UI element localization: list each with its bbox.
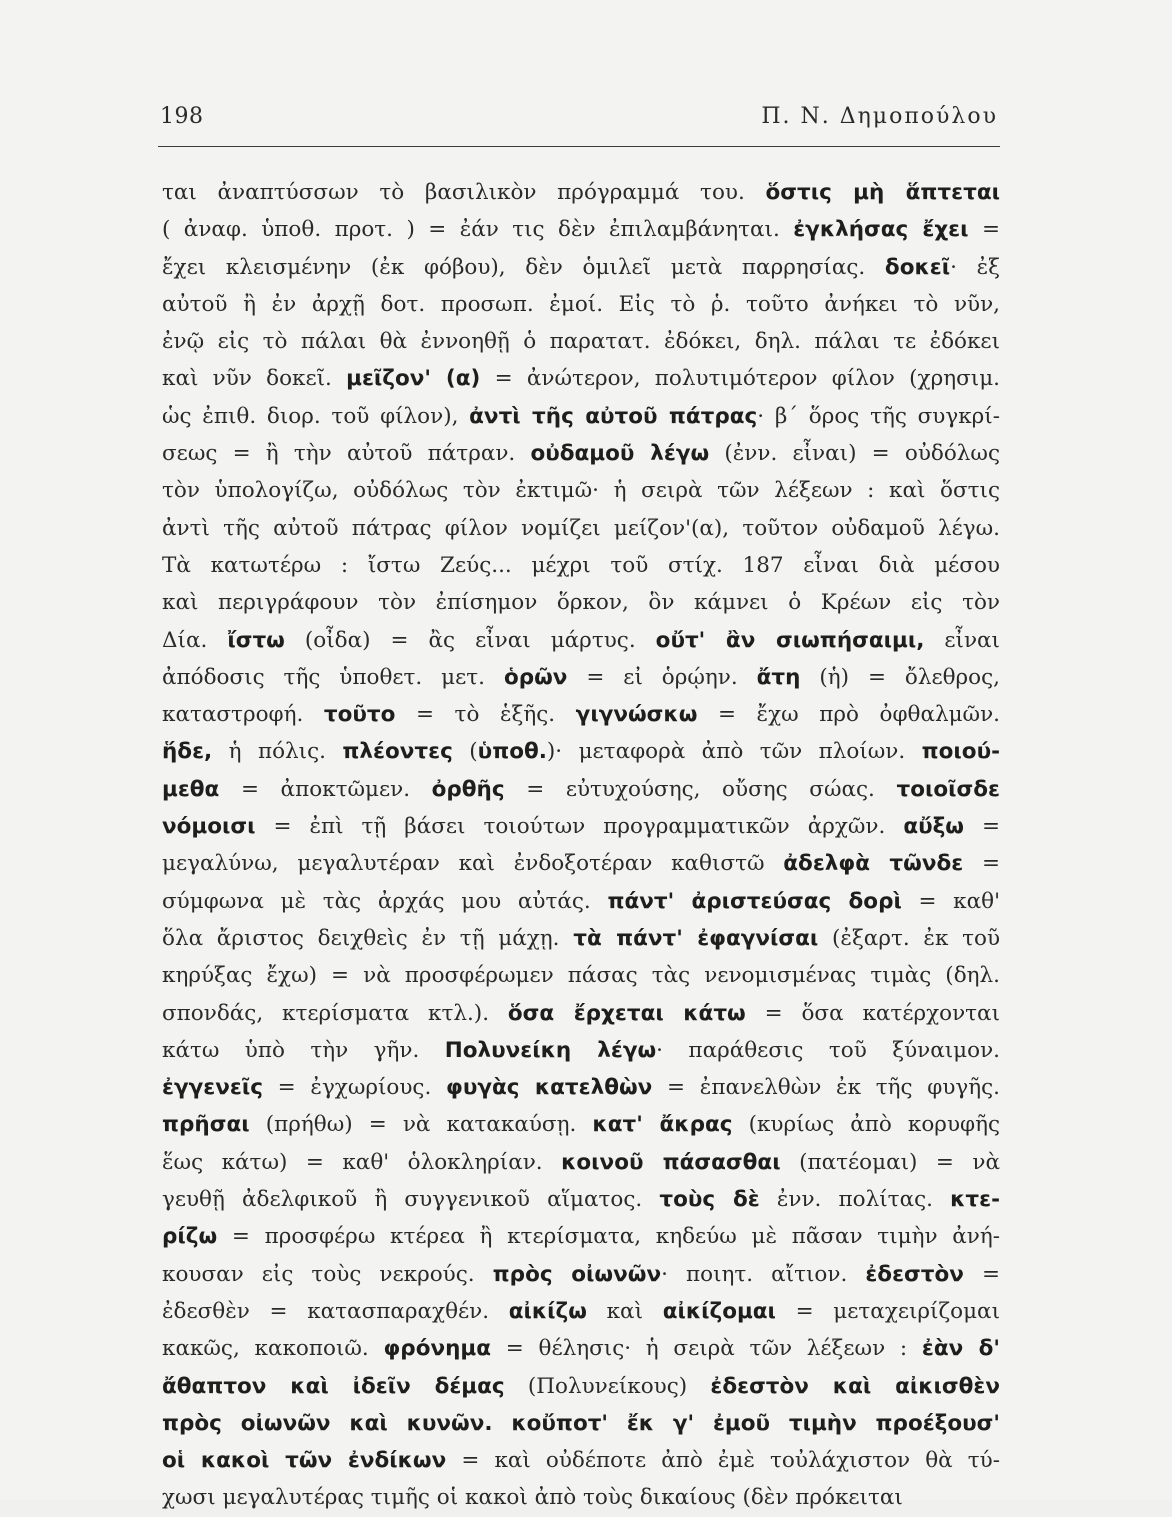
gloss-text: κηρύξας ἔχω) = νὰ προσφέρωμεν πάσας τὰς νενομισμένας τιμὰς (δηλ. <box>162 963 1000 989</box>
gloss-text: καὶ <box>586 1298 663 1324</box>
text-line <box>162 1368 1000 1405</box>
gloss-text: = ἔχω πρὸ ὀφθαλμῶν. <box>697 702 1000 728</box>
gloss-text: = εὐτυχούσης, οὔσης σώας. <box>504 776 897 802</box>
gloss-text: (Πολυνείκους) <box>504 1373 711 1399</box>
lemma-term: ἴστω <box>227 627 285 653</box>
page-number: 198 <box>160 104 204 129</box>
lemma-term: αὔξω <box>903 814 964 840</box>
header-rule <box>158 146 1000 147</box>
lemma-term: οἱ κακοὶ τῶν ἐνδίκων <box>162 1448 447 1474</box>
gloss-text: ἀπόδοσις τῆς ὑποθετ. μετ. <box>162 664 504 690</box>
gloss-text: καὶ περιγράφουν τὸν ἐπίσημον ὅρκον, ὃν κάμνει ὁ Κρέων εἰς τὸν <box>162 590 1000 616</box>
gloss-text: (ἐξαρτ. ἐκ τοῦ <box>818 925 1000 951</box>
lemma-term: μεῖζον' (α) <box>346 366 481 392</box>
gloss-text: κουσαν εἰς τοὺς νεκρούς. <box>162 1261 493 1287</box>
text-line <box>162 845 1000 882</box>
gloss-text: = ἐγχωρίους. <box>262 1075 447 1101</box>
lemma-term: ὁρῶν <box>503 664 568 690</box>
lemma-term: φυγὰς κατελθὼν <box>446 1075 653 1101</box>
gloss-text: = <box>963 1261 1000 1287</box>
gloss-text: (ἐνν. εἶναι) = οὐδόλως <box>709 441 1000 467</box>
gloss-text: = ἀποκτῶμεν. <box>219 776 432 802</box>
text-line <box>162 696 1000 733</box>
gloss-text: καὶ νῦν δοκεῖ. <box>162 366 347 392</box>
gloss-text: σπονδάς, κτερίσματα κτλ.). <box>162 1000 508 1026</box>
lemma-term: ποιού- <box>921 739 1000 765</box>
lemma-term: πρὸς οἰωνῶν <box>492 1261 662 1287</box>
lemma-term: ἐγγενεῖς <box>162 1075 263 1101</box>
text-line <box>162 1293 1000 1330</box>
lemma-term: κτε- <box>950 1187 1000 1213</box>
text-line <box>162 622 1000 659</box>
gloss-text: μεγαλύνω, μεγαλυτέραν καὶ ἐνδοξοτέραν καθιστῶ <box>162 851 784 877</box>
gloss-text: = ἐπανελθὼν ἐκ τῆς φυγῆς. <box>652 1075 1000 1101</box>
gloss-text: αὐτοῦ ἢ ἐν ἀρχῇ δοτ. προσωπ. ἐμοί. Εἰς τὸ ῥ. τοῦτο ἀνήκει τὸ νῦν, <box>162 291 1000 317</box>
gloss-text: ται ἀναπτύσσων τὸ βασιλικὸν πρόγραμμά του. <box>162 180 766 205</box>
lemma-term: ἐδεστὸν καὶ αἰκισθὲν <box>710 1373 1000 1399</box>
text-line <box>162 360 1000 397</box>
lemma-term: ἐδεστὸν <box>865 1261 964 1287</box>
gloss-text: ( <box>452 739 478 765</box>
lemma-term: τοιοῖσδε <box>896 776 1000 802</box>
lemma-term: ἐγκλήσας ἔχει <box>793 217 969 243</box>
text-line <box>162 1218 1000 1255</box>
gloss-text: = εἰ ὁρῴην. <box>567 664 757 690</box>
text-line <box>162 1405 1000 1442</box>
lemma-term: μεθα <box>162 776 220 802</box>
gloss-text: · ἐξ <box>950 254 1000 280</box>
gloss-text: ἐνν. πολίτας. <box>759 1187 951 1213</box>
lemma-term: τὰ πάντ' ἐφαγνίσαι <box>573 925 819 951</box>
gloss-text: καταστροφή. <box>162 702 324 728</box>
text-line <box>162 808 1000 845</box>
gloss-text: χωσι μεγαλυτέρας τιμῆς οἱ κακοὶ ἀπὸ τοὺς δικαίους (δὲν πρόκειται <box>162 1485 903 1511</box>
text-line <box>162 1479 1000 1516</box>
text-line <box>162 472 1000 509</box>
gloss-text: κακῶς, κακοποιῶ. <box>162 1336 384 1362</box>
gloss-text: ἐδεσθὲν = κατασπαραχθέν. <box>162 1298 509 1324</box>
lemma-term: ἀντὶ τῆς αὐτοῦ πάτρας <box>469 403 758 429</box>
commentary-body <box>162 174 1000 1517</box>
text-line <box>162 1256 1000 1293</box>
gloss-text: κάτω ὑπὸ τὴν γῆν. <box>162 1037 445 1063</box>
lemma-term: οὔτ' ἂν σιωπήσαιμι, <box>655 627 925 653</box>
gloss-text: (πρήθω) = νὰ κατακαύσῃ. <box>249 1112 593 1138</box>
text-line <box>162 435 1000 472</box>
gloss-text: σεως = ἢ τὴν αὐτοῦ πάτραν. <box>162 441 531 467</box>
lemma-term: ἀδελφὰ τῶνδε <box>783 851 964 877</box>
lemma-term: γιγνώσκω <box>575 702 698 728</box>
lemma-term: ρίζω <box>162 1224 218 1250</box>
gloss-text: = μεταχειρίζομαι <box>775 1298 1000 1324</box>
lemma-term: ὀρθῆς <box>431 776 505 802</box>
gloss-text: ἐνῷ εἰς τὸ πάλαι θὰ ἐννοηθῇ ὁ παρατατ. ἐδόκει, δηλ. πάλαι τε ἐδόκει <box>162 329 1000 355</box>
running-title: Π. Ν. Δημοπούλου <box>761 104 998 129</box>
gloss-text: · παράθεσις τοῦ ξύναιμον. <box>656 1037 1000 1063</box>
text-line <box>162 1069 1000 1106</box>
text-line <box>162 398 1000 435</box>
lemma-term: πρὸς οἰωνῶν καὶ κυνῶν. κοὔποτ' ἔκ γ' ἐμοῦ τιμὴν προέξουσ' <box>162 1410 1000 1436</box>
lemma-term: οὐδαμοῦ λέγω <box>530 441 710 467</box>
text-line <box>162 1032 1000 1069</box>
text-line <box>162 1106 1000 1143</box>
text-line <box>162 771 1000 808</box>
lemma-term: ἄτη <box>756 664 801 690</box>
gloss-text: = καὶ οὐδέποτε ἀπὸ ἐμὲ τοὐλάχιστον θὰ τύ- <box>446 1448 1000 1474</box>
text-line <box>162 1181 1000 1218</box>
text-line <box>162 920 1000 957</box>
lemma-term: κατ' ἄκρας <box>592 1112 733 1138</box>
text-line <box>162 957 1000 994</box>
gloss-text: = τὸ ἑξῆς. <box>395 702 576 728</box>
lemma-term: νόμοισι <box>162 814 256 840</box>
lemma-term: αἰκίζω <box>508 1298 587 1324</box>
text-line <box>162 995 1000 1032</box>
lemma-term: ὅσα ἔρχεται κάτω <box>507 1000 746 1026</box>
gloss-text: εἶναι <box>924 627 1000 653</box>
gloss-text: ( ἀναφ. ὑποθ. προτ. ) = ἐάν τις δὲν ἐπιλαμβάνηται. <box>162 217 794 243</box>
gloss-text: ἔχει κλεισμένην (ἐκ φόβου), δὲν ὁμιλεῖ μετὰ παρρησίας. <box>162 254 885 280</box>
gloss-text: ἀντὶ τῆς αὐτοῦ πάτρας φίλον νομίζει μείζον'(α), τοῦτον οὐδαμοῦ λέγω. <box>162 515 1000 541</box>
text-line <box>162 174 1000 211</box>
text-line <box>162 547 1000 584</box>
lemma-term: πρῆσαι <box>162 1112 250 1138</box>
gloss-text: )· μεταφορὰ ἀπὸ τῶν πλοίων. <box>546 739 922 765</box>
gloss-text: = προσφέρω κτέρεα ἢ κτερίσματα, κηδεύω μὲ πᾶσαν τιμὴν ἀνή- <box>217 1224 1000 1250</box>
text-line <box>162 323 1000 360</box>
gloss-text: Τὰ κατωτέρω : ἴστω Ζεύς... μέχρι τοῦ στίχ. 187 εἶναι διὰ μέσου <box>162 552 1000 578</box>
text-line <box>162 1330 1000 1367</box>
gloss-text: = <box>963 851 1000 877</box>
gloss-text: Δία. <box>162 627 228 653</box>
lemma-term: δοκεῖ <box>884 254 951 280</box>
lemma-term: ὑποθ. <box>477 739 547 765</box>
running-head <box>160 104 998 144</box>
lemma-term: πλέοντες <box>342 739 453 765</box>
gloss-text: (ἡ) = ὄλεθρος, <box>800 664 1000 690</box>
lemma-term: ὅστις μὴ ἅπτεται <box>765 180 1000 205</box>
lemma-term: αἰκίζομαι <box>662 1298 776 1324</box>
gloss-text: · β΄ ὅρος τῆς συγκρί- <box>757 403 1000 429</box>
gloss-text: = καθ' <box>901 888 1000 914</box>
lemma-term: τοῦτο <box>323 702 396 728</box>
gloss-text: = ἀνώτερον, πολυτιμότερον φίλον (χρησιμ. <box>480 366 1000 392</box>
text-line <box>162 211 1000 248</box>
lemma-term: Πολυνείκη λέγω <box>444 1037 657 1063</box>
gloss-text: = <box>968 217 1000 243</box>
gloss-text: (πατέομαι) = νὰ <box>780 1149 1000 1175</box>
text-line <box>162 733 1000 770</box>
gloss-text: = ὅσα κατέρχονται <box>745 1000 1000 1026</box>
gloss-text: (οἶδα) = ἂς εἶναι μάρτυς. <box>284 627 656 653</box>
lemma-term: ἐὰν δ' <box>921 1336 1000 1362</box>
gloss-text: (κυρίως ἀπὸ κορυφῆς <box>732 1112 1000 1138</box>
text-line <box>162 584 1000 621</box>
gloss-text: · ποιητ. αἴτιον. <box>661 1261 866 1287</box>
text-line <box>162 510 1000 547</box>
lemma-term: ἄθαπτον καὶ ἰδεῖν δέμας <box>162 1373 505 1399</box>
gloss-text: τὸν ὑπολογίζω, οὐδόλως τὸν ἐκτιμῶ· ἡ σειρὰ τῶν λέξεων : καὶ ὅστις <box>162 478 1000 504</box>
text-line <box>162 286 1000 323</box>
text-line <box>162 1442 1000 1479</box>
text-line <box>162 249 1000 286</box>
lemma-term: φρόνημα <box>383 1336 492 1362</box>
gloss-text: = <box>964 814 1000 840</box>
lemma-term: κοινοῦ πάσασθαι <box>561 1149 781 1175</box>
gloss-text: = θέλησις· ἡ σειρὰ τῶν λέξεων : <box>491 1336 922 1362</box>
text-line <box>162 1144 1000 1181</box>
lemma-term: τοὺς δὲ <box>659 1187 760 1213</box>
text-line <box>162 659 1000 696</box>
gloss-text: γευθῇ ἀδελφικοῦ ἢ συγγενικοῦ αἵματος. <box>162 1187 660 1213</box>
text-line <box>162 883 1000 920</box>
gloss-text: σύμφωνα μὲ τὰς ἀρχάς μου αὐτάς. <box>162 888 608 914</box>
lemma-term: πάντ' ἀριστεύσας δορὶ <box>607 888 902 914</box>
gloss-text: ὡς ἐπιθ. διορ. τοῦ φίλον), <box>162 403 470 429</box>
gloss-text: ἡ πόλις. <box>212 739 343 765</box>
gloss-text: ἕως κάτω) = καθ' ὁλοκληρίαν. <box>162 1149 562 1175</box>
lemma-term: ἥδε, <box>162 739 213 765</box>
gloss-text: = ἐπὶ τῇ βάσει τοιούτων προγραμματικῶν ἀρχῶν. <box>255 814 904 840</box>
gloss-text: ὅλα ἄριστος δειχθεὶς ἐν τῇ μάχῃ. <box>162 925 574 951</box>
